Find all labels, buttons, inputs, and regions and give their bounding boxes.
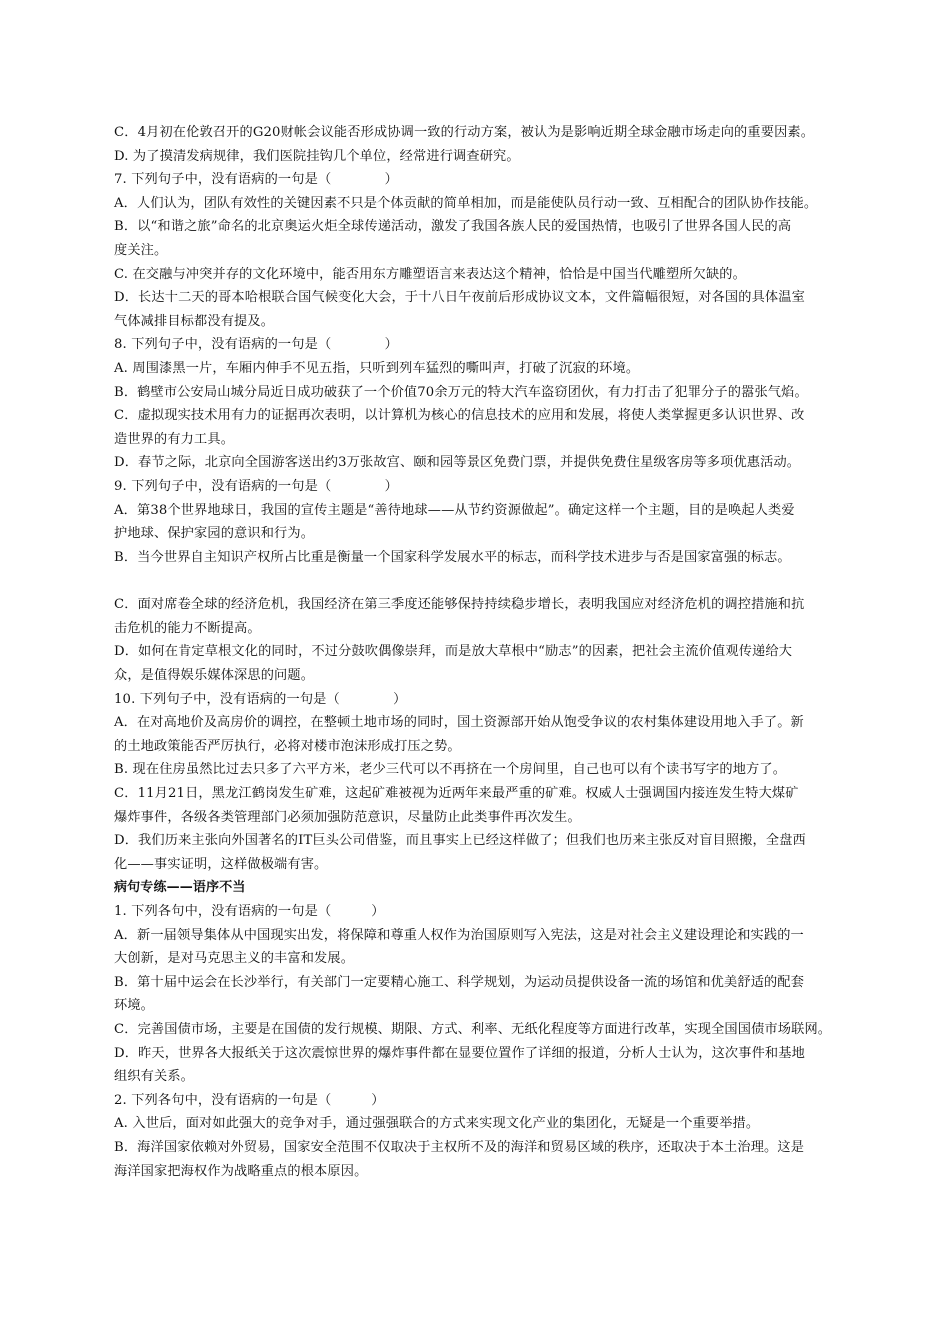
text-line: 海洋国家把海权作为战略重点的根本原因。 xyxy=(114,1163,368,1179)
option-b: B. 现在住房虽然比过去只多了六平方米，老少三代可以不再挤在一个房间里，自己也可以有个读书写字的地方了。 xyxy=(114,762,787,778)
option-c: C．11月21日，黑龙江鹤岗发生矿难，这起矿难被视为近两年来最严重的矿难。权威人士强调国内接连发生特大煤矿 xyxy=(114,786,799,802)
text-line: C．4月初在伦敦召开的G20财帐会议能否形成协调一致的行动方案，被认为是影响近期全球金融市场走向的重要因素。 xyxy=(114,125,815,140)
text-line: 护地球、保护家园的意识和行为。 xyxy=(114,526,315,542)
option-c: C．完善国债市场，主要是在国债的发行规模、期限、方式、利率、无纸化程度等方面进行改革，实现全国国债市场联网。 xyxy=(114,1021,832,1037)
option-a: A. 周围漆黑一片，车厢内伸手不见五指，只听到列车猛烈的嘶叫声，打破了沉寂的环境。 xyxy=(114,360,640,376)
option-a: A．在对高地价及高房价的调控，在整顿土地市场的同时，国土资源部开始从饱受争议的农村集体建设用地入手了。新 xyxy=(114,715,804,731)
text-line: 气体减排目标都没有提及。 xyxy=(114,313,275,329)
option-d: D．如何在肯定草根文化的同时，不过分鼓吹偶像崇拜，而是放大草根中“励志”的因素，把社会主流价值观传递给大 xyxy=(114,644,793,660)
text-line: 大创新，是对马克思主义的丰富和发展。 xyxy=(114,951,355,967)
option-a: A．第38个世界地球日，我国的宣传主题是“善待地球——从节约资源做起”。确定这样一个主题，目的是唤起人类爱 xyxy=(114,502,795,518)
text-line: 化——事实证明，这样做极端有害。 xyxy=(114,856,328,872)
option-b: B．以“和谐之旅”命名的北京奥运火炬全球传递活动，激发了我国各族人民的爱国热情，也吸引了世界各国人民的高 xyxy=(114,219,792,235)
option-d: D．春节之际，北京向全国游客送出约3万张故宫、颐和园等景区免费门票，并提供免费住星级客房等多项优惠活动。 xyxy=(114,455,801,471)
question-stem: 8. 下列句子中，没有语病的一句是（ ） xyxy=(114,337,398,353)
option-b: B．鹤壁市公安局山城分局近日成功破获了一个价值70余万元的特大汽车盗窃团伙，有力打击了犯罪分子的嚣张气焰。 xyxy=(114,384,808,400)
question-stem: 1. 下列各句中，没有语病的一句是（ ） xyxy=(114,904,385,919)
text-line: 的土地政策能否严厉执行，必将对楼市泡沫形成打压之势。 xyxy=(114,738,461,754)
section-heading: 病句专练——语序不当 xyxy=(114,880,246,896)
text-line: 环境。 xyxy=(114,998,155,1014)
text-line: 组织有关系。 xyxy=(114,1069,195,1085)
option-a: A. 入世后，面对如此强大的竞争对手，通过强强联合的方式来实现文化产业的集团化，无疑是一个重要举措。 xyxy=(114,1116,760,1132)
question-stem: 10. 下列句子中，没有语病的一句是（ ） xyxy=(114,691,407,707)
text-line: 爆炸事件，各级各类管理部门必须加强防范意识，尽量防止此类事件再次发生。 xyxy=(114,809,581,825)
option-a: A．新一届领导集体从中国现实出发，将保障和尊重人权作为治国原则写入宪法，这是对社会主义建设理论和实践的一 xyxy=(114,927,804,943)
option-b: B．海洋国家依赖对外贸易，国家安全范围不仅取决于主权所不及的海洋和贸易区域的秩序，还取决于本土治理。这是 xyxy=(114,1139,805,1155)
question-stem: 7. 下列句子中，没有语病的一句是（ ） xyxy=(114,172,398,188)
option-a: A．人们认为，团队有效性的关键因素不只是个体贡献的简单相加，而是能使队员行动一致、互相配合的团队协作技能。 xyxy=(114,195,818,211)
option-c: C．虚拟现实技术用有力的证据再次表明，以计算机为核心的信息技术的应用和发展，将使人类掌握更多认识世界、改 xyxy=(114,408,805,424)
text-line: 造世界的有力工具。 xyxy=(114,431,235,447)
text-line: 击危机的能力不断提高。 xyxy=(114,620,261,636)
option-c: C．面对席卷全球的经济危机，我国经济在第三季度还能够保持持续稳步增长，表明我国应对经济危机的调控措施和抗 xyxy=(114,597,805,613)
option-b: B．第十届中运会在长沙举行，有关部门一定要精心施工、科学规划，为运动员提供设备一流的场馆和优美舒适的配套 xyxy=(114,974,805,990)
option-d: D．长达十二天的哥本哈根联合国气候变化大会，于十八日午夜前后形成协议文本，文件篇幅很短，对各国的具体温室 xyxy=(114,290,805,306)
option-b: B．当今世界自主知识产权所占比重是衡量一个国家科学发展水平的标志，而科学技术进步与否是国家富强的标志。 xyxy=(114,549,791,565)
blank-line xyxy=(114,569,844,593)
question-stem: 9. 下列句子中，没有语病的一句是（ ） xyxy=(114,478,398,494)
option-c: C. 在交融与冲突并存的文化环境中，能否用东方雕塑语言来表达这个精神，恰恰是中国当代雕塑所欠缺的。 xyxy=(114,266,746,282)
option-d: D．我们历来主张向外国著名的IT巨头公司借鉴，而且事实上已经这样做了；但我们也历来主张反对盲目照搬，全盘西 xyxy=(114,833,806,849)
document-body xyxy=(114,121,844,1183)
question-stem: 2. 下列各句中，没有语病的一句是（ ） xyxy=(114,1092,385,1108)
text-line: D. 为了摸清发病规律，我们医院挂钩几个单位，经常进行调查研究。 xyxy=(114,148,520,164)
text-line: 众，是值得娱乐媒体深思的问题。 xyxy=(114,668,315,684)
text-line: 度关注。 xyxy=(114,242,168,258)
option-d: D．昨天，世界各大报纸关于这次震惊世界的爆炸事件都在显要位置作了详细的报道，分析人士认为，这次事件和基地 xyxy=(114,1045,805,1061)
